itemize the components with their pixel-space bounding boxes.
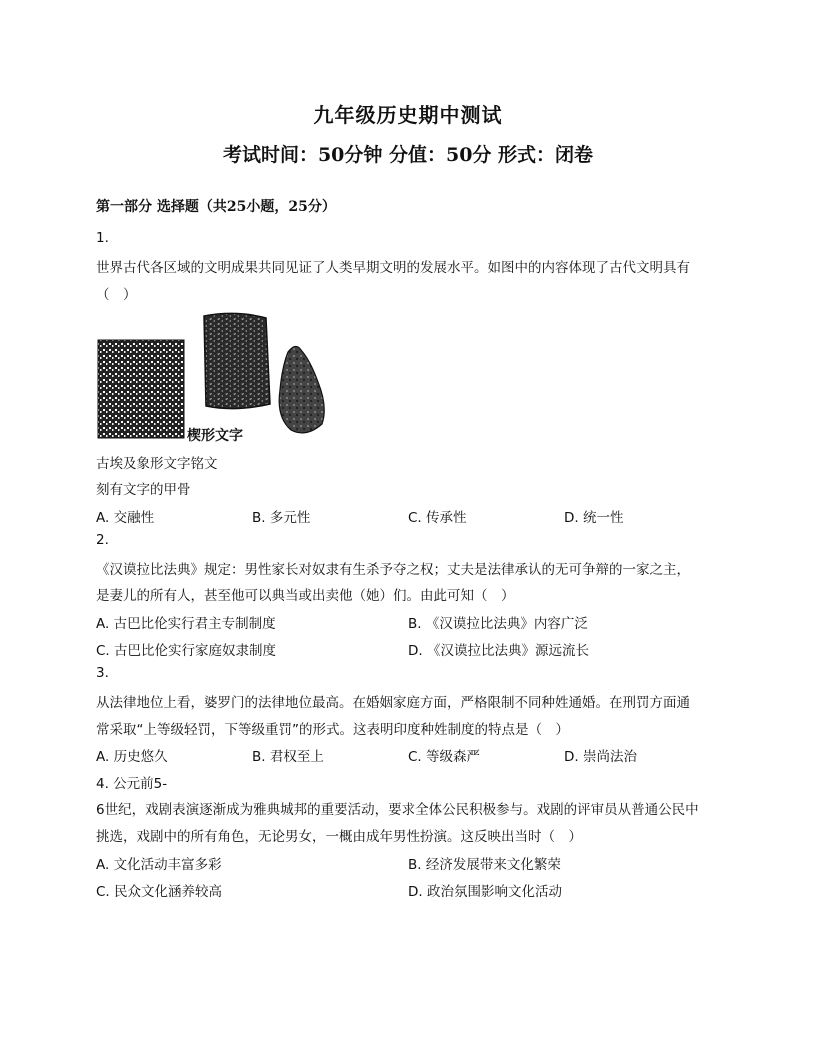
q1-option-b[interactable]: B. 多元性 [252,510,311,526]
q1-stem-line1: 世界古代各区域的文明成果共同见证了人类早期文明的发展水平。如图中的内容体现了古代文明具有 [96,260,690,276]
oracle-bone [279,346,324,432]
q4-stem-line1: 6世纪，戏剧表演逐渐成为雅典城邦的重要活动，要求全体公民积极参与。戏剧的评审员从普通公民中 [96,802,699,818]
q3-option-a[interactable]: A. 历史悠久 [96,749,168,765]
artifacts-illustration [96,312,336,442]
q2-stem-line2: 是妻儿的所有人，甚至他可以典当或出卖他（她）们。由此可知（ ） [96,588,515,604]
cuneiform-tablet [204,313,270,408]
q2-number: 2. [96,532,109,548]
q3-option-d[interactable]: D. 崇尚法治 [564,749,637,765]
q3-number: 3. [96,665,109,681]
q4-option-c[interactable]: C. 民众文化涵养较高 [96,884,223,900]
q2-option-d[interactable]: D. 《汉谟拉比法典》源远流长 [408,643,589,659]
q1-number: 1. [96,230,109,246]
q1-stem-line2: （ ） [96,287,137,303]
section-heading: 第一部分 选择题（共25小题，25分） [96,199,336,215]
q4-option-a[interactable]: A. 文化活动丰富多彩 [96,857,222,873]
q2-option-c[interactable]: C. 古巴比伦实行家庭奴隶制度 [96,643,277,659]
q3-option-b[interactable]: B. 君权至上 [252,749,324,765]
exam-subtitle: 考试时间：50分钟 分值：50分 形式：闭卷 [222,144,594,166]
q4-option-d[interactable]: D. 政治氛围影响文化活动 [408,884,562,900]
q1-caption1: 古埃及象形文字铭文 [96,456,218,472]
q1-artifact-images [96,312,336,442]
cuneiform-caption: 楔形文字 [187,428,243,444]
q4-option-b[interactable]: B. 经济发展带来文化繁荣 [408,857,561,873]
hieroglyph-slab [98,340,184,438]
q2-option-b[interactable]: B. 《汉谟拉比法典》内容广泛 [408,616,588,632]
q4-stem-line2: 挑选，戏剧中的所有角色，无论男女，一概由成年男性扮演。这反映出当时（ ） [96,829,582,845]
q1-caption2: 刻有文字的甲骨 [96,482,191,498]
q1-option-a[interactable]: A. 交融性 [96,510,155,526]
q3-stem-line2: 常采取“上等级轻罚，下等级重罚”的形式。这表明印度种姓制度的特点是（ ） [96,722,569,738]
exam-title: 九年级历史期中测试 [313,103,503,127]
q2-option-a[interactable]: A. 古巴比伦实行君主专制制度 [96,616,276,632]
q1-option-d[interactable]: D. 统一性 [564,510,624,526]
q4-number: 4. 公元前5- [96,776,168,792]
q3-option-c[interactable]: C. 等级森严 [408,749,481,765]
q1-option-c[interactable]: C. 传承性 [408,510,467,526]
q2-stem-line1: 《汉谟拉比法典》规定：男性家长对奴隶有生杀予夺之权；丈夫是法律承认的无可争辩的一家之主， [96,562,690,578]
q3-stem-line1: 从法律地位上看，婆罗门的法律地位最高。在婚姻家庭方面，严格限制不同种姓通婚。在刑罚方面通 [96,695,690,711]
